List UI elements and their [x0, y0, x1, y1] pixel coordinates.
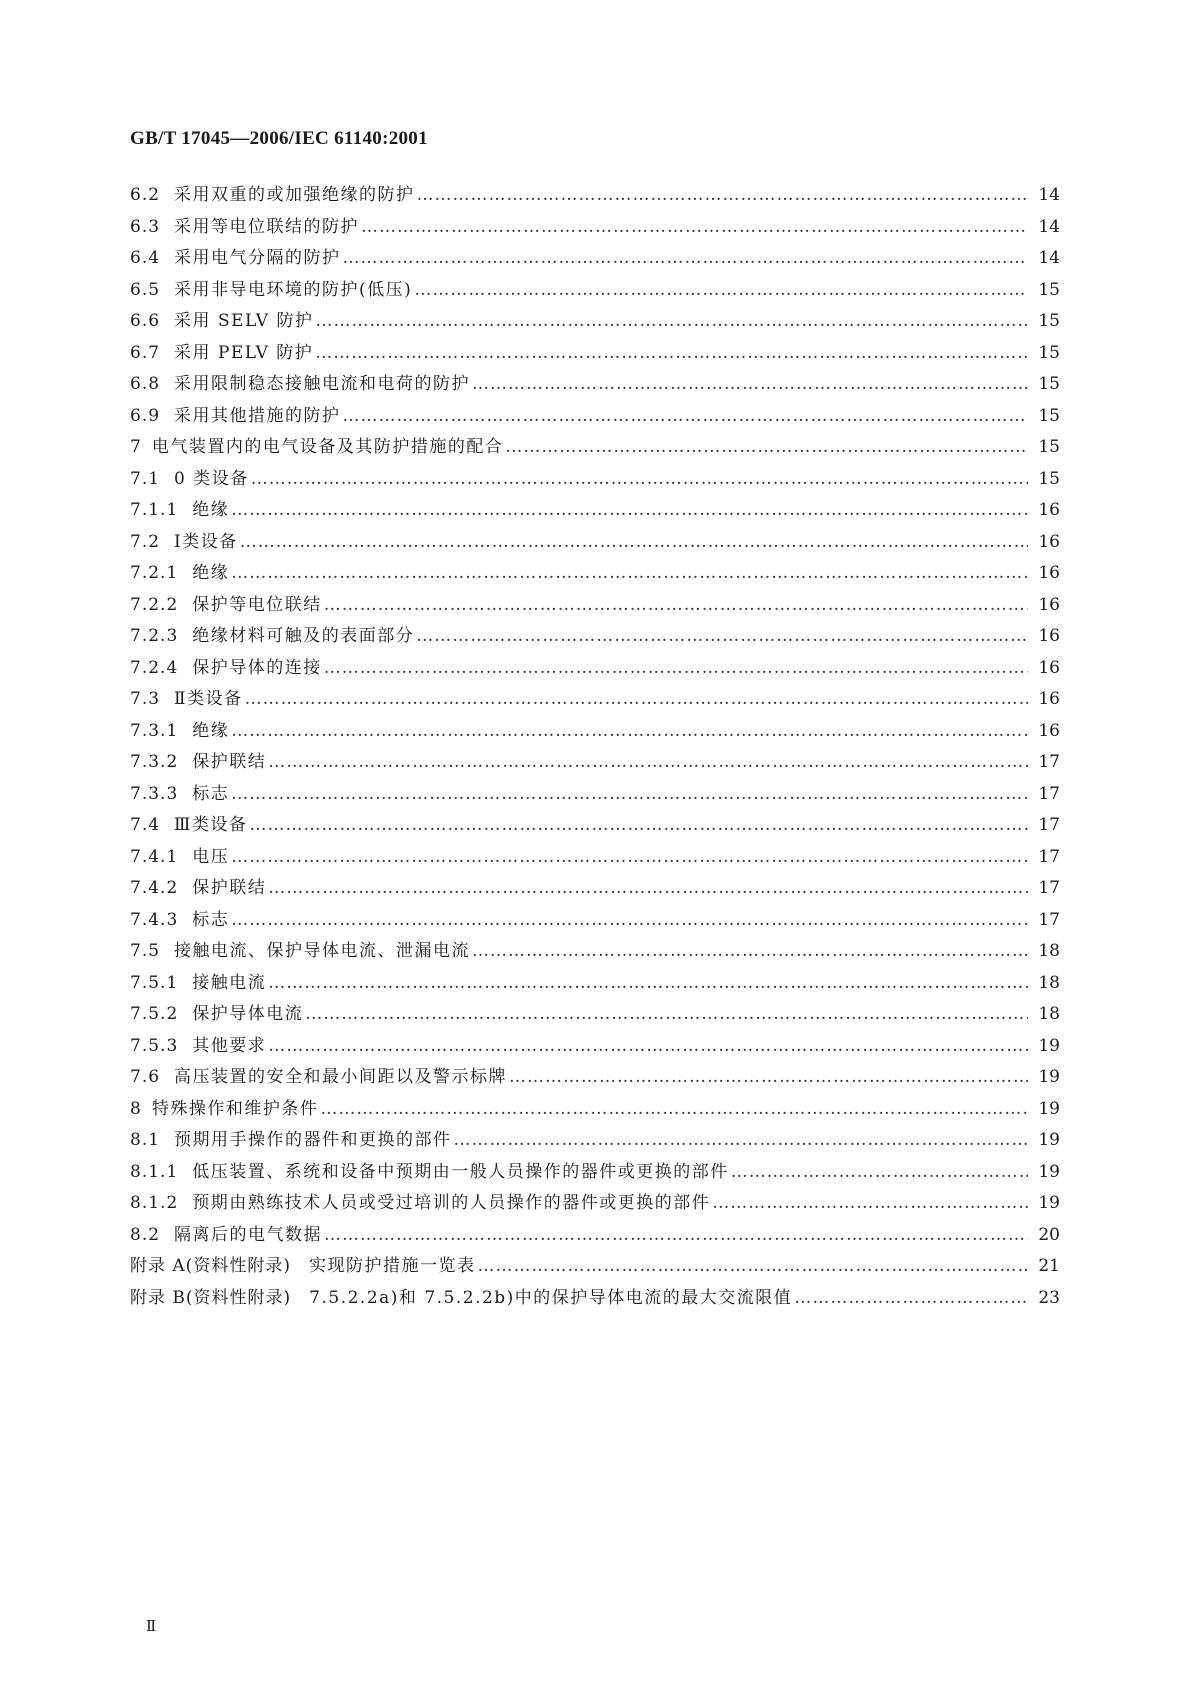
toc-entry-7-5-1[interactable] [130, 968, 1060, 1000]
dot-leader [324, 595, 1028, 615]
toc-page: 15 [1038, 374, 1060, 394]
toc-number: 7.2.4 [130, 657, 179, 678]
toc-entry-6-6[interactable] [130, 306, 1060, 338]
toc-entry-7-4-3[interactable] [130, 905, 1060, 937]
toc-title: Ⅱ类设备 [174, 689, 243, 709]
toc-entry-7-2[interactable] [130, 527, 1060, 559]
toc-title: 电压 [192, 846, 230, 867]
toc-page: 16 [1038, 689, 1060, 709]
toc-number: 7.3.1 [130, 720, 179, 741]
toc-title: 保护等电位联结 [192, 594, 322, 615]
table-of-contents [130, 180, 1060, 1314]
dot-leader [268, 878, 1028, 898]
toc-title: 接触电流、保护导体电流、泄漏电流 [174, 941, 471, 961]
toc-title: 采用限制稳态接触电流和电荷的防护 [174, 374, 471, 394]
toc-entry-7-4[interactable] [130, 810, 1060, 842]
toc-title: Ⅲ类设备 [174, 815, 248, 835]
toc-number: 8.1 [130, 1130, 161, 1150]
toc-page: 18 [1038, 1004, 1060, 1024]
page-number-footer: Ⅱ [146, 1617, 157, 1635]
toc-page: 19 [1038, 1098, 1060, 1119]
dot-leader [231, 910, 1028, 930]
dot-leader [472, 374, 1028, 394]
toc-number: 7.3 [130, 689, 161, 709]
dot-leader [305, 1004, 1028, 1024]
dot-leader [268, 973, 1028, 993]
toc-title: 预期由熟练技术人员或受过培训的人员操作的器件或更换的部件 [192, 1193, 711, 1213]
toc-page: 21 [1038, 1256, 1060, 1276]
toc-entry-7-5-2[interactable] [130, 999, 1060, 1031]
toc-entry-appendix-a[interactable] [130, 1251, 1060, 1283]
dot-leader [712, 1193, 1028, 1213]
dot-leader [416, 626, 1028, 646]
toc-page: 23 [1038, 1287, 1060, 1308]
toc-entry-8[interactable] [130, 1094, 1060, 1126]
toc-entry-6-9[interactable] [130, 401, 1060, 433]
toc-entry-6-4[interactable] [130, 243, 1060, 275]
dot-leader [268, 1036, 1028, 1056]
dot-leader [231, 721, 1028, 741]
toc-page: 16 [1038, 720, 1060, 741]
toc-entry-7-5[interactable] [130, 936, 1060, 968]
dot-leader [343, 248, 1028, 268]
toc-number: 6.2 [130, 185, 161, 205]
toc-entry-7-2-3[interactable] [130, 621, 1060, 653]
toc-entry-8-2[interactable] [130, 1220, 1060, 1252]
toc-page: 14 [1038, 216, 1060, 237]
toc-page: 17 [1038, 752, 1060, 772]
toc-title: 隔离后的电气数据 [174, 1224, 323, 1245]
toc-page: 18 [1038, 972, 1060, 993]
toc-number: 6.9 [130, 405, 161, 426]
toc-entry-8-1-1[interactable] [130, 1157, 1060, 1189]
toc-entry-7-2-1[interactable] [130, 558, 1060, 590]
toc-entry-7-4-1[interactable] [130, 842, 1060, 874]
toc-entry-7-5-3[interactable] [130, 1031, 1060, 1063]
toc-entry-6-2[interactable] [130, 180, 1060, 212]
toc-title: 低压装置、系统和设备中预期由一般人员操作的器件或更换的部件 [192, 1161, 729, 1182]
toc-title: 7.5.2.2a)和 7.5.2.2b)中的保护导体电流的最大交流限值 [309, 1287, 793, 1308]
toc-number: 6.6 [130, 311, 161, 331]
toc-title: 绝缘材料可触及的表面部分 [192, 626, 415, 646]
toc-page: 14 [1038, 185, 1060, 205]
toc-number: 7.5.2 [130, 1004, 179, 1024]
toc-entry-7-1-1[interactable] [130, 495, 1060, 527]
toc-number: 7.5.3 [130, 1035, 179, 1056]
toc-title: 0 类设备 [174, 468, 249, 489]
toc-title: 保护导体电流 [192, 1004, 304, 1024]
toc-entry-6-8[interactable] [130, 369, 1060, 401]
toc-title: 绝缘 [192, 720, 230, 741]
toc-page: 19 [1038, 1193, 1060, 1213]
dot-leader [245, 689, 1028, 709]
toc-number: 7.4.2 [130, 878, 179, 898]
toc-number: 6.4 [130, 248, 161, 268]
toc-number: 7.1 [130, 468, 161, 489]
toc-title: 绝缘 [192, 563, 230, 583]
toc-number: 6.3 [130, 216, 161, 237]
toc-number: 7.3.2 [130, 752, 179, 772]
dot-leader [268, 752, 1028, 772]
toc-entry-appendix-b[interactable] [130, 1283, 1060, 1315]
toc-page: 15 [1038, 468, 1060, 489]
document-header-code: GB/T 17045—2006/IEC 61140:2001 [130, 128, 428, 149]
toc-page: 17 [1038, 846, 1060, 867]
toc-page: 19 [1038, 1035, 1060, 1056]
toc-page: 16 [1038, 531, 1060, 552]
toc-number: 7.2.3 [130, 626, 179, 646]
toc-number: 8.2 [130, 1224, 161, 1245]
dot-leader [414, 280, 1028, 300]
toc-page: 15 [1038, 405, 1060, 426]
toc-number: 7.4.1 [130, 846, 179, 867]
dot-leader [361, 217, 1028, 237]
toc-title: 保护导体的连接 [192, 657, 322, 678]
toc-page: 17 [1038, 909, 1060, 930]
dot-leader [249, 815, 1028, 835]
dot-leader [794, 1288, 1028, 1308]
toc-number: 6.8 [130, 374, 161, 394]
toc-page: 17 [1038, 783, 1060, 804]
toc-page: 16 [1038, 563, 1060, 583]
dot-leader [315, 343, 1028, 363]
dot-leader [315, 311, 1028, 331]
toc-title: 电气装置内的电气设备及其防护措施的配合 [151, 437, 504, 457]
toc-entry-7-3-2[interactable] [130, 747, 1060, 779]
toc-page: 15 [1038, 311, 1060, 331]
toc-number: 7.5.1 [130, 972, 179, 993]
toc-entry-7-3[interactable] [130, 684, 1060, 716]
dot-leader [417, 185, 1028, 205]
toc-number: 7.2.2 [130, 594, 179, 615]
dot-leader [231, 563, 1028, 583]
toc-entry-6-5[interactable] [130, 275, 1060, 307]
toc-title: 采用其他措施的防护 [174, 405, 341, 426]
dot-leader [240, 532, 1028, 552]
toc-entry-7-2-4[interactable] [130, 653, 1060, 685]
toc-number: 7.2 [130, 531, 161, 552]
toc-page: 19 [1038, 1067, 1060, 1087]
toc-number: 8.1.2 [130, 1193, 179, 1213]
toc-page: 19 [1038, 1161, 1060, 1182]
toc-title: 保护联结 [192, 878, 267, 898]
toc-title: 采用 PELV 防护 [174, 342, 314, 363]
toc-number: 7.5 [130, 941, 161, 961]
dot-leader [320, 1099, 1028, 1119]
toc-title: 其他要求 [192, 1035, 267, 1056]
toc-number: 附录 B(资料性附录) [130, 1287, 292, 1308]
toc-number: 6.7 [130, 342, 161, 363]
toc-title: 采用 SELV 防护 [174, 311, 314, 331]
toc-title: 高压装置的安全和最小间距以及警示标牌 [174, 1067, 508, 1087]
dot-leader [231, 847, 1028, 867]
toc-page: 19 [1038, 1130, 1060, 1150]
dot-leader [231, 500, 1028, 520]
toc-entry-6-7[interactable] [130, 338, 1060, 370]
dot-leader [472, 941, 1028, 961]
toc-page: 14 [1038, 248, 1060, 268]
dot-leader [505, 437, 1028, 457]
dot-leader [231, 784, 1028, 804]
dot-leader [343, 406, 1028, 426]
toc-number: 附录 A(资料性附录) [130, 1256, 291, 1276]
toc-entry-7-1[interactable] [130, 464, 1060, 496]
toc-title: 实现防护措施一览表 [308, 1256, 476, 1276]
dot-leader [509, 1067, 1028, 1087]
toc-title: 采用非导电环境的防护(低压) [174, 279, 413, 300]
toc-page: 16 [1038, 500, 1060, 520]
toc-title: 绝缘 [192, 500, 230, 520]
toc-entry-7-2-2[interactable] [130, 590, 1060, 622]
toc-page: 16 [1038, 626, 1060, 646]
toc-number: 8 [130, 1098, 142, 1119]
toc-number: 7.6 [130, 1067, 161, 1087]
toc-entry-8-1-2[interactable] [130, 1188, 1060, 1220]
toc-title: 标志 [192, 783, 230, 804]
toc-number: 7.3.3 [130, 783, 179, 804]
dot-leader [324, 658, 1028, 678]
toc-title: 接触电流 [192, 972, 267, 993]
toc-entry-7-4-2[interactable] [130, 873, 1060, 905]
toc-page: 16 [1038, 657, 1060, 678]
toc-title: 采用电气分隔的防护 [174, 248, 341, 268]
toc-page: 15 [1038, 342, 1060, 363]
dot-leader [454, 1130, 1028, 1150]
dot-leader [324, 1225, 1028, 1245]
toc-number: 7 [130, 437, 142, 457]
toc-title: 标志 [192, 909, 230, 930]
toc-entry-7[interactable] [130, 432, 1060, 464]
toc-title: 采用双重的或加强绝缘的防护 [174, 185, 415, 205]
dot-leader [731, 1162, 1028, 1182]
dot-leader [251, 469, 1028, 489]
toc-number: 7.4.3 [130, 909, 179, 930]
toc-title: 预期用手操作的器件和更换的部件 [174, 1130, 452, 1150]
toc-entry-8-1[interactable] [130, 1125, 1060, 1157]
toc-number: 8.1.1 [130, 1161, 179, 1182]
toc-page: 15 [1038, 279, 1060, 300]
toc-page: 20 [1038, 1224, 1060, 1245]
toc-page: 15 [1038, 437, 1060, 457]
toc-number: 7.4 [130, 815, 161, 835]
toc-entry-7-6[interactable] [130, 1062, 1060, 1094]
toc-number: 7.2.1 [130, 563, 179, 583]
toc-number: 6.5 [130, 279, 161, 300]
toc-number: 7.1.1 [130, 500, 179, 520]
toc-title: 特殊操作和维护条件 [151, 1098, 319, 1119]
toc-page: 17 [1038, 878, 1060, 898]
toc-page: 18 [1038, 941, 1060, 961]
toc-entry-7-3-3[interactable] [130, 779, 1060, 811]
toc-title: Ⅰ类设备 [174, 531, 238, 552]
toc-title: 保护联结 [192, 752, 267, 772]
dot-leader [477, 1256, 1028, 1276]
toc-entry-7-3-1[interactable] [130, 716, 1060, 748]
toc-title: 采用等电位联结的防护 [174, 216, 360, 237]
toc-page: 17 [1038, 815, 1060, 835]
toc-entry-6-3[interactable] [130, 212, 1060, 244]
toc-page: 16 [1038, 594, 1060, 615]
